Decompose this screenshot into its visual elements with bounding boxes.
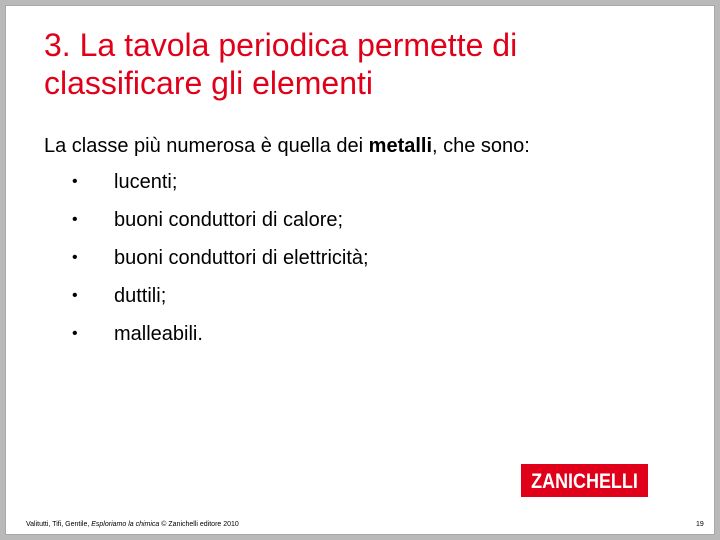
bullet-item bbox=[6, 246, 714, 284]
bullet-text: malleabili. bbox=[114, 323, 203, 345]
slide bbox=[6, 6, 714, 534]
bullet-item bbox=[6, 170, 714, 208]
bullet-item bbox=[6, 284, 714, 322]
bullet-marker: • bbox=[72, 211, 78, 228]
bullet-text: lucenti; bbox=[114, 171, 178, 193]
bullet-list bbox=[6, 170, 714, 360]
bullet-text: buoni conduttori di elettricità; bbox=[114, 247, 369, 269]
bullet-item bbox=[6, 208, 714, 246]
bullet-text: duttili; bbox=[114, 285, 167, 307]
page-number: 19 bbox=[696, 521, 704, 528]
intro-after: , che sono: bbox=[432, 135, 530, 157]
footer-book-title: Esploriamo la chimica bbox=[91, 521, 160, 528]
bullet-marker: • bbox=[72, 173, 78, 190]
footer-authors: Valitutti, Tifi, Gentile, bbox=[26, 521, 92, 528]
bullet-text: buoni conduttori di calore; bbox=[114, 209, 344, 231]
intro-text bbox=[44, 134, 704, 158]
zanichelli-logo bbox=[521, 464, 648, 497]
slide-title: 3. La tavola periodica permette di classificare gli elementi bbox=[44, 27, 518, 101]
zanichelli-logo-wordmark bbox=[521, 464, 648, 497]
footer-copyright: © Zanichelli editore 2010 bbox=[159, 521, 239, 528]
logo-text: ZANICHELLI bbox=[531, 470, 638, 494]
bullet-item bbox=[6, 322, 714, 360]
footer-credit bbox=[26, 521, 239, 528]
intro-keyword: metalli bbox=[368, 135, 433, 157]
intro-before: La classe più numerosa è quella dei bbox=[44, 135, 369, 157]
bullet-marker: • bbox=[72, 325, 78, 342]
bullet-marker: • bbox=[72, 287, 78, 304]
bullet-marker: • bbox=[72, 249, 78, 266]
